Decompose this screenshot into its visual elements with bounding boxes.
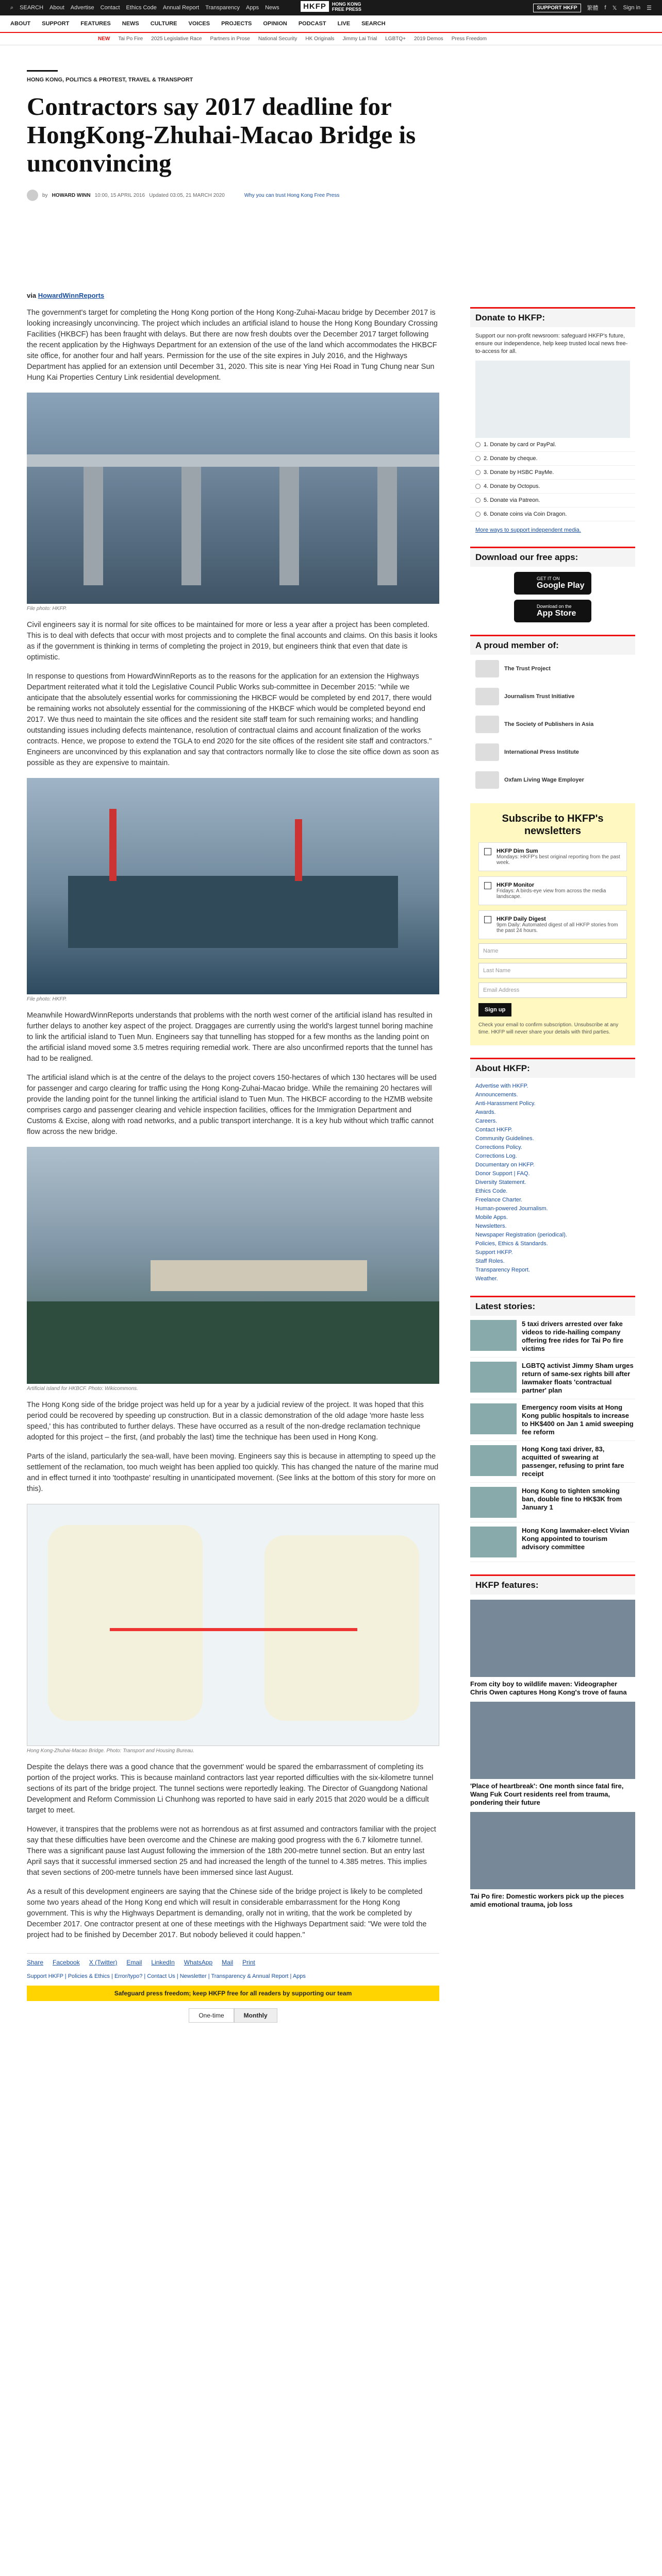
monthly-tab[interactable]: Monthly — [234, 2008, 277, 2023]
trend-link[interactable]: Tai Po Fire — [118, 36, 143, 42]
via-link[interactable]: HowardWinnReports — [38, 292, 105, 299]
search-icon[interactable]: ⌕ — [10, 4, 14, 11]
about-link[interactable]: Community Guidelines. — [475, 1136, 534, 1142]
about-link[interactable]: Mobile Apps. — [475, 1214, 508, 1221]
more-ways-link[interactable]: More ways to support independent media. — [475, 527, 581, 533]
news-link[interactable]: News — [265, 5, 279, 11]
about-link[interactable]: Staff Roles. — [475, 1258, 505, 1264]
x-icon[interactable]: 𝕏 — [612, 5, 617, 11]
article-body — [27, 292, 439, 2023]
byline — [27, 190, 635, 201]
paragraph: In response to questions from HowardWinnReports as to the reasons for the application for an extension the Highways Department reiterated what it told the Legislative Council Public Works sub-committee in December 2015: "while we anticipate that the absolutely essential works for commissioning the HKBCF would be completed by end 2017, there would be remaining works not absolutely essential for the commissioning of the HKBCF which would be completed beyond end 2017. We thus need to maintain the site offices and the resident site staff team for such remaining works; and handling outstanding issues including defects maintenance, resolution of contractual claims and account finalization of the works contracts. Hence, we propose to extend the TGLA to end 2020 for the site offices of the resident site staff and contractors." Engineers are unconvinced by this explanation and say that contractors normally like to close the site office down as soon as possible as they are expensive to maintain. — [27, 672, 439, 767]
caption: Artificial island for HKBCF. Photo: Wikicommons. — [27, 1386, 138, 1392]
caption: File photo: HKFP. — [27, 996, 67, 1002]
name-field[interactable]: Name — [478, 943, 627, 959]
donate-option[interactable]: 5. Donate via Patreon. — [470, 494, 635, 507]
about-link[interactable]: Advertise with HKFP. — [475, 1083, 528, 1089]
paragraph: The government's target for completing the Hong Kong portion of the Hong Kong-Zuhai-Macau bridge by December 2017 is looking increasingly unconvincing. The project which includes an artificial island to house the Hong Kong Boundary Crossing Facilities (HKBCF) has been fraught with delays. But there are now fresh doubts over the December 2017 target following the recent application by the Highways Department for an extension of the use of the land which accommodates the HKBCF site office, for another four and half years. Permission for the use of the site expires in July 2016, and the Highways Department has applied for an extension until December 31, 2020. This site is near Ying Hei Road in Tung Chung near Sun Hung Kai Properties Century Link residential development. — [27, 309, 438, 382]
donate-toggle — [27, 2008, 439, 2023]
paragraph: The Hong Kong side of the bridge project was held up for a year by a judicial review of the project. It was hoped that this period could be recovered by speeding up construction. But in a classic demonstration of the old adage 'more haste less speed,' this has contributed to further delays. These have occurred as a result of the non-dredge reclamation technique adopted for this project – the first, (and probably the last) time the technique has been used in Hong Kong. — [27, 1401, 424, 1442]
nav-item[interactable]: PODCAST — [298, 21, 326, 27]
avatar — [27, 190, 38, 201]
story-item[interactable]: Emergency room visits at Hong Kong public hospitals to increase to HK$400 on Jan 1 amid sweeping fee reform — [470, 1399, 635, 1441]
about-link[interactable]: Announcements. — [475, 1092, 518, 1098]
share-facebook[interactable]: Facebook — [53, 1959, 80, 1966]
member-heading: A proud member of: — [470, 635, 635, 655]
about-link[interactable]: Corrections Log. — [475, 1153, 517, 1159]
apps-heading: Download our free apps: — [470, 547, 635, 567]
apps-box — [470, 547, 635, 622]
about-link[interactable]: Freelance Charter. — [475, 1197, 523, 1203]
main-nav — [0, 15, 662, 33]
page-wrap — [27, 70, 635, 2019]
donate-heading: Donate to HKFP: — [470, 307, 635, 327]
newsletter-option[interactable]: HKFP Daily Digest 9pm Daily: Automated digest of all HKFP stories from the past 24 hours. — [478, 910, 627, 939]
sidebar — [470, 307, 635, 1909]
donate-image — [475, 361, 630, 438]
nav-item[interactable]: OPINION — [263, 21, 287, 27]
share-whatsapp[interactable]: WhatsApp — [184, 1959, 213, 1966]
about-link[interactable]: Donor Support | FAQ. — [475, 1171, 530, 1177]
bridge-map — [27, 1504, 439, 1746]
logo-mark: HKFP — [301, 1, 329, 12]
about-box — [470, 1058, 635, 1283]
latest-box — [470, 1296, 635, 1562]
feature-item[interactable]: 'Place of heartbreak': One month since fatal fire, Wang Fuk Court residents reel from trauma, pondering their future — [470, 1702, 635, 1807]
paragraph: Parts of the island, particularly the sea-wall, have been moving. Engineers say this is because in attempting to speed up the settlement of the reclamation, too much weight has been applied too quickly. This has changed the nature of the marine mud and in effect turned it into 'toothpaste' resulting in unanticipated movement. (See links at the bottom of this story for more on this). — [27, 1452, 439, 1493]
facebook-icon[interactable]: f — [604, 5, 606, 11]
last-name-field[interactable]: Last Name — [478, 963, 627, 978]
updated-date: Updated 03:05, 21 MARCH 2020 — [149, 192, 225, 198]
trend-link[interactable]: Partners in Prose — [210, 36, 250, 42]
about-link[interactable]: Newsletters. — [475, 1223, 507, 1229]
member-item[interactable]: The Trust Project — [470, 655, 635, 683]
signin-link[interactable]: Sign in — [623, 5, 641, 11]
newsletter-option[interactable]: HKFP Dim Sum Mondays: HKFP's best original reporting from the past week. — [478, 842, 627, 871]
paragraph: However, it transpires that the problems were not as horrendous as at first assumed and contractors familiar with the project say that these difficulties have been overcome and the Chinese are making good progress with the 6.7 kilometre tunnel. There was a significant pause last August following the immersion of the 18th 200-metre tunnel section. But an entry last April says that it successful immersed section 25 and had increased the length of the tunnel to 4.385 metres. This implies that seven sections of 200-metre tunnels have been immersed since last August. — [27, 1825, 436, 1877]
about-link[interactable]: Corrections Policy. — [475, 1144, 522, 1150]
island-photo — [27, 1147, 439, 1384]
nav-item[interactable]: SEARCH — [361, 21, 386, 27]
features-heading: HKFP features: — [470, 1574, 635, 1595]
top-bar — [0, 0, 662, 15]
paragraph: Meanwhile HowardWinnReports understands that problems with the north west corner of the artificial island has resulted in further delays to another key aspect of the project. Draggages are currently using the world's largest tunnel boring machine to link the artificial island to Tuen Mun. Engineers say that tunnelling has stopped for a few months as the landing point on the artificial island moved some 3.5 metres requiring remedial work. There are also unconfirmed reports that the tunnel has had to be realigned. — [27, 1011, 433, 1063]
site-logo[interactable] — [301, 1, 361, 12]
google-play-button[interactable]: GET IT ON Google Play — [514, 572, 591, 595]
share-print[interactable]: Print — [242, 1959, 255, 1966]
article-category[interactable]: HONG KONG, POLITICS & PROTEST, TRAVEL & TRANSPORT — [27, 70, 58, 83]
publish-date: 10:00, 15 APRIL 2016 — [94, 192, 145, 198]
share-x[interactable]: X (Twitter) — [89, 1959, 118, 1966]
trust-link[interactable]: Why you can trust Hong Kong Free Press — [244, 192, 340, 198]
search-link[interactable]: SEARCH — [20, 5, 44, 11]
feature-item[interactable]: Tai Po fire: Domestic workers pick up the pieces amid emotional trauma, job loss — [470, 1812, 635, 1909]
story-item[interactable]: Hong Kong to tighten smoking ban, double fine to HK$3K from January 1 — [470, 1483, 635, 1522]
about-link[interactable]: Documentary on HKFP. — [475, 1162, 535, 1168]
member-item[interactable]: International Press Institute — [470, 738, 635, 766]
article-title: Contractors say 2017 deadline for HongKong-Zhuhai-Macao Bridge is unconvincing — [27, 92, 416, 177]
support-banner[interactable]: Safeguard press freedom; keep HKFP free for all readers by supporting our team — [27, 1986, 439, 2001]
trend-link[interactable]: LGBTQ+ — [385, 36, 406, 42]
member-box — [470, 635, 635, 794]
author-link[interactable]: HOWARD WINN — [52, 192, 91, 198]
about-link[interactable]: Support HKFP. — [475, 1249, 513, 1256]
newsletter-option[interactable]: HKFP Monitor Fridays: A birds-eye view from across the media landscape. — [478, 876, 627, 905]
about-link[interactable]: Ethics Code. — [475, 1188, 508, 1194]
share-mail[interactable]: Mail — [222, 1959, 234, 1966]
advertise-link[interactable]: Advertise — [70, 5, 94, 11]
nav-item[interactable]: LIVE — [337, 21, 351, 27]
donate-option[interactable]: 6. Donate coins via Coin Dragon. — [470, 507, 635, 521]
share-linkedin[interactable]: LinkedIn — [151, 1959, 175, 1966]
donate-box — [470, 307, 635, 534]
share-bar — [27, 1953, 439, 1966]
about-link[interactable]: Careers. — [475, 1118, 498, 1124]
support-button[interactable]: SUPPORT HKFP — [533, 4, 581, 12]
about-link[interactable]: About — [49, 5, 64, 11]
nav-item[interactable]: ABOUT — [10, 21, 31, 27]
bridge-photo-1 — [27, 393, 439, 604]
nav-item[interactable]: SUPPORT — [42, 21, 70, 27]
transparency-link[interactable]: Transparency — [205, 5, 240, 11]
about-link[interactable]: Awards. — [475, 1109, 496, 1115]
new-badge: NEW — [98, 36, 110, 42]
about-link[interactable]: Human-powered Journalism. — [475, 1206, 548, 1212]
member-item[interactable]: Oxfam Living Wage Employer — [470, 766, 635, 794]
menu-icon[interactable]: ☰ — [647, 5, 652, 11]
donate-option[interactable]: 3. Donate by HSBC PayMe. — [470, 466, 635, 480]
nav-item[interactable]: CULTURE — [150, 21, 177, 27]
about-heading: About HKFP: — [470, 1058, 635, 1078]
app-store-button[interactable]: Download on the App Store — [514, 600, 591, 622]
paragraph: Despite the delays there was a good chance that the government' would be spared the embarrassment of completing its portion of the project works. This is because mainland contractors last year reported difficulties with the six-kilometre tunnel sections of its part of the bridge project. The tunnel sections were reportedly leaking. The Director of Guangdong National Development and Reform Commission Li Chunhong was reported to have said in early 2015 that 2020 would be a difficult target to meet. — [27, 1763, 434, 1815]
features-box — [470, 1574, 635, 1909]
about-link[interactable]: Weather. — [475, 1276, 498, 1282]
byline-by: by — [42, 192, 48, 198]
about-link[interactable]: Newspaper Registration (periodical). — [475, 1232, 567, 1238]
newsletter-note: Check your email to confirm subscription. Unsubscribe at any time. HKFP will never share your details with third parties. — [478, 1022, 619, 1035]
newsletter-box — [470, 803, 635, 1045]
story-item[interactable]: 5 taxi drivers arrested over fake videos to ride-hailing company offering free rides for Tai Po fire victims — [470, 1316, 635, 1358]
latest-heading: Latest stories: — [470, 1296, 635, 1316]
one-time-tab[interactable]: One-time — [189, 2008, 234, 2023]
language-link[interactable]: 繁體 — [587, 5, 599, 11]
contact-link[interactable]: Contact — [100, 5, 120, 11]
share-label: Share — [27, 1959, 44, 1966]
trend-link[interactable]: Press Freedom — [451, 36, 487, 42]
barge-photo — [27, 778, 439, 994]
nav-item[interactable]: PROJECTS — [221, 21, 252, 27]
share-email[interactable]: Email — [126, 1959, 142, 1966]
ethics-link[interactable]: Ethics Code — [126, 5, 157, 11]
secondary-nav — [0, 33, 662, 45]
nav-item[interactable]: FEATURES — [80, 21, 111, 27]
logo-text: HONG KONG FREE PRESS — [332, 1, 361, 12]
about-list — [470, 1082, 635, 1283]
nav-item[interactable]: NEWS — [122, 21, 139, 27]
footer-links[interactable]: Support HKFP | Policies & Ethics | Error/typo? | Contact Us | Newsletter | Transparency & Annual Report | Apps — [27, 1973, 306, 1979]
annual-link[interactable]: Annual Report — [162, 5, 200, 11]
trend-link[interactable]: HK Originals — [305, 36, 335, 42]
signup-button[interactable]: Sign up — [478, 1003, 511, 1016]
about-link[interactable]: Policies, Ethics & Standards. — [475, 1241, 548, 1247]
member-item[interactable]: Journalism Trust Initiative — [470, 683, 635, 710]
donate-option[interactable]: 4. Donate by Octopus. — [470, 480, 635, 494]
member-item[interactable]: The Society of Publishers in Asia — [470, 710, 635, 738]
trend-link[interactable]: 2019 Demos — [413, 36, 443, 42]
nav-item[interactable]: VOICES — [188, 21, 210, 27]
trend-link[interactable]: Jimmy Lai Trial — [342, 36, 377, 42]
trend-link[interactable]: National Security — [258, 36, 297, 42]
about-link[interactable]: Diversity Statement. — [475, 1179, 526, 1185]
email-field[interactable]: Email Address — [478, 982, 627, 998]
apps-link[interactable]: Apps — [246, 5, 259, 11]
donate-option[interactable]: 2. Donate by cheque. — [470, 452, 635, 466]
story-item[interactable]: Hong Kong taxi driver, 83, acquitted of swearing at passenger, refusing to print fare receipt — [470, 1441, 635, 1483]
donate-option[interactable]: 1. Donate by card or PayPal. — [470, 438, 635, 452]
about-link[interactable]: Transparency Report. — [475, 1267, 530, 1273]
about-link[interactable]: Anti-Harassment Policy. — [475, 1100, 536, 1107]
trend-link[interactable]: 2025 Legislative Race — [151, 36, 202, 42]
via-line: via HowardWinnReports — [27, 292, 105, 299]
caption: File photo: HKFP. — [27, 606, 67, 612]
story-item[interactable]: Hong Kong lawmaker-elect Vivian Kong appointed to tourism advisory committee — [470, 1522, 635, 1562]
about-link[interactable]: Contact HKFP. — [475, 1127, 512, 1133]
caption: Hong Kong-Zhuhai-Macao Bridge. Photo: Transport and Housing Bureau. — [27, 1748, 195, 1754]
paragraph: As a result of this development engineers are saying that the Chinese side of the bridge project is likely to be completed some two years ahead of the Hong Kong end which will result in considerable embarrassment for the Hong Kong government. This is why the Highways Department is demanding, orally not in writing, that the work be completed by December 2017. One contractor present at one of these meetings with the Highways Department said: "We were told the project had to be finished by December 2017. But nobody believed it could happen." — [27, 1888, 427, 1939]
paragraph: Civil engineers say it is normal for site offices to be maintained for more or less a year after a project has been completed. This is to deal with defects that occur with most projects and to complete the final accounts and claims. On this basis it looks as if the government is thinking in terms of completing the project in 2019, but engineers think that even that date is optimistic. — [27, 621, 438, 662]
donate-lead: Support our non-profit newsroom: safeguard HKFP's future, ensure our independence, help keep trusted local news free-to-access for all. — [475, 333, 628, 354]
paragraph: The artificial island which is at the centre of the delays to the project covers 150-hectares of which 130 hectares will be used for passenger and cargo clearing for traffic using the Hong Kong-Zuhai-Macao bridge. While the remaining 20 hectares will provide the landing point for the tunnel linking the artificial island to Tuen Mun. The HKBCF according to the HZMB website comprises cargo and passenger clearing and vehicle inspection facilities, offices for the Immigration Department and Customs & Excise, along with road networks, and a public transport interchange. It is a key hub without which traffic cannot flow across the new bridge. — [27, 1074, 437, 1136]
feature-item[interactable]: From city boy to wildlife maven: Videographer Chris Owen captures Hong Kong's trove of fauna — [470, 1600, 635, 1697]
story-item[interactable]: LGBTQ activist Jimmy Sham urges return of same-sex rights bill after lawmaker floats 'contractual partner' plan — [470, 1358, 635, 1399]
newsletter-heading: Subscribe to HKFP's newsletters — [502, 813, 604, 837]
